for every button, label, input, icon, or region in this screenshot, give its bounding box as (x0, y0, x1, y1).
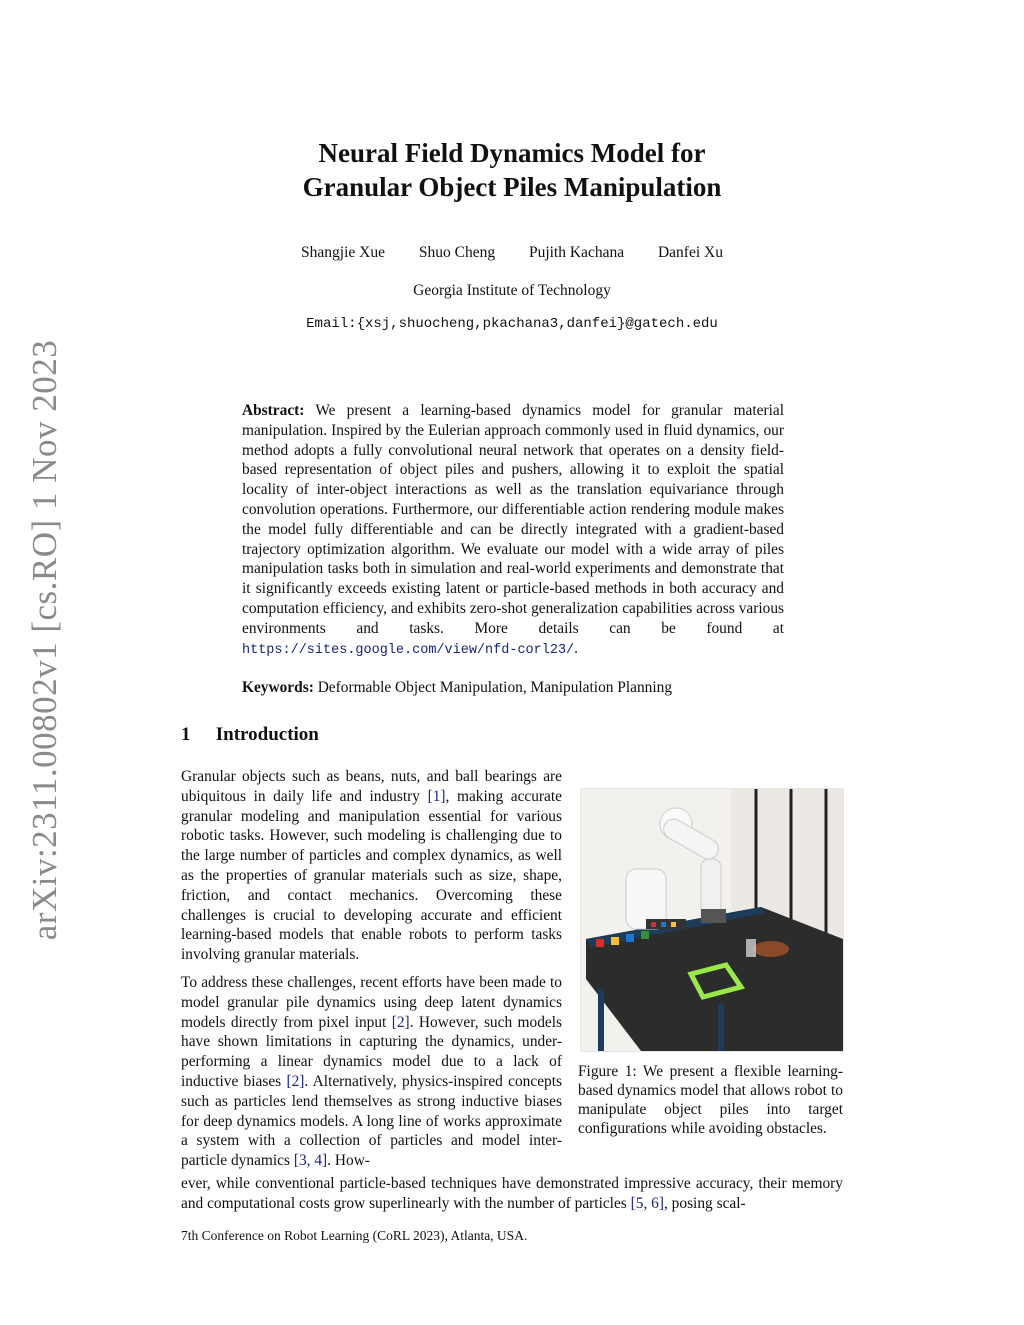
figure-1-image (580, 788, 844, 1052)
figure-1-caption: Figure 1: We present a flexible learning-based dynamics model that allows robot to manipulate object piles into target configurations while avoiding obstacles. (578, 1063, 843, 1137)
intro-column (181, 767, 562, 1179)
conference-footer: 7th Conference on Robot Learning (CoRL 2023), Atlanta, USA. (181, 1228, 528, 1243)
citation-link[interactable]: [3, 4] (293, 1152, 328, 1170)
paragraph-text: , posing scal- (663, 1194, 746, 1212)
title-line-2: Granular Object Piles Manipulation (302, 172, 722, 202)
paragraph-text: , making accurate granular modeling and manipulation essential for various robotic tasks. However, such modeling is challenging due to the large number of particles and complex dynamics, as well as the properties of granular materials such as size, shape, friction, and contact mechanics. Overcoming these challenges is crucial to developing accurate and efficient learning-based models that enable robots to perform tasks involving granular materials. (181, 787, 562, 964)
author-list (0, 244, 1024, 262)
abstract-label: Abstract: (242, 402, 305, 419)
intro-paragraph-1 (181, 767, 562, 965)
intro-continuation (181, 1174, 843, 1214)
paper-title (0, 136, 1024, 204)
paragraph-text: . However, such models have shown limitations in capturing the dynamics, under-performing a linear dynamics model due to a lack of inductive biases (181, 1013, 562, 1090)
author-email: Email:{xsj,shuocheng,pkachana3,danfei}@gatech.edu (306, 316, 718, 332)
paragraph-text: To address these challenges, recent efforts have been made to model granular pile dynamics using deep latent dynamics models directly from pixel input (181, 973, 562, 1031)
author-name: Shuo Cheng (418, 244, 496, 261)
affiliation: Georgia Institute of Technology (413, 282, 611, 299)
project-url-link[interactable]: https://sites.google.com/view/nfd-corl23/ (242, 642, 575, 658)
section-number: 1 (181, 724, 191, 745)
abstract (242, 401, 784, 660)
author-name: Shangjie Xue (301, 244, 385, 261)
paragraph-text: . How- (327, 1152, 370, 1170)
keywords-text: Deformable Object Manipulation, Manipulation Planning (317, 679, 673, 696)
citation-link[interactable]: [1] (427, 787, 446, 805)
keywords (242, 679, 802, 697)
intro-paragraph-2 (181, 973, 562, 1171)
citation-link[interactable]: [2] (391, 1013, 410, 1031)
title-line-1: Neural Field Dynamics Model for (318, 138, 706, 168)
paragraph-text: Granular objects such as beans, nuts, and ball bearings are ubiquitous in daily life and industry (181, 768, 562, 805)
paragraph-text: ever, while conventional particle-based techniques have demonstrated impressive accuracy, their memory and computational costs grow superlinearly with the number of particles (181, 1175, 843, 1212)
keywords-label: Keywords: (242, 679, 314, 696)
robot-scene-illustration (581, 789, 843, 1051)
abstract-text: We present a learning-based dynamics model for granular material manipulation. Inspired by the Eulerian approach commonly used in fluid dynamics, our method adopts a fully convolutional neural network that operates on a density field-based representation of object piles and pushers, allowing it to exploit the spatial locality of inter-object interactions as well as the translation equivariance through convolution operations. Furthermore, our differentiable action rendering module makes the model fully differentiable and can be directly integrated with a gradient-based trajectory optimization algorithm. We evaluate our model with a wide array of piles manipulation tasks both in simulation and real-world experiments and demonstrate that it significantly exceeds existing latent or particle-based methods in both accuracy and computation efficiency, and exhibits zero-shot generalization capabilities across various environments and tasks. More details can be found at (242, 402, 784, 637)
section-title: Introduction (215, 724, 319, 745)
citation-link[interactable]: [5, 6] (630, 1194, 664, 1212)
section-heading (181, 724, 319, 746)
author-name: Danfei Xu (657, 244, 723, 261)
citation-link[interactable]: [2] (286, 1072, 305, 1090)
abstract-end: . (574, 639, 579, 657)
paragraph-text: . Alternatively, physics-inspired concepts such as particles lend themselves as strong inductive biases for deep dynamics models. A long line of works approximate a system with a collection of particles and model inter-particle dynamics (181, 1072, 562, 1170)
arxiv-identifier: arXiv:2311.00802v1 [cs.RO] 1 Nov 2023 (25, 339, 64, 941)
author-name: Pujith Kachana (528, 244, 625, 261)
